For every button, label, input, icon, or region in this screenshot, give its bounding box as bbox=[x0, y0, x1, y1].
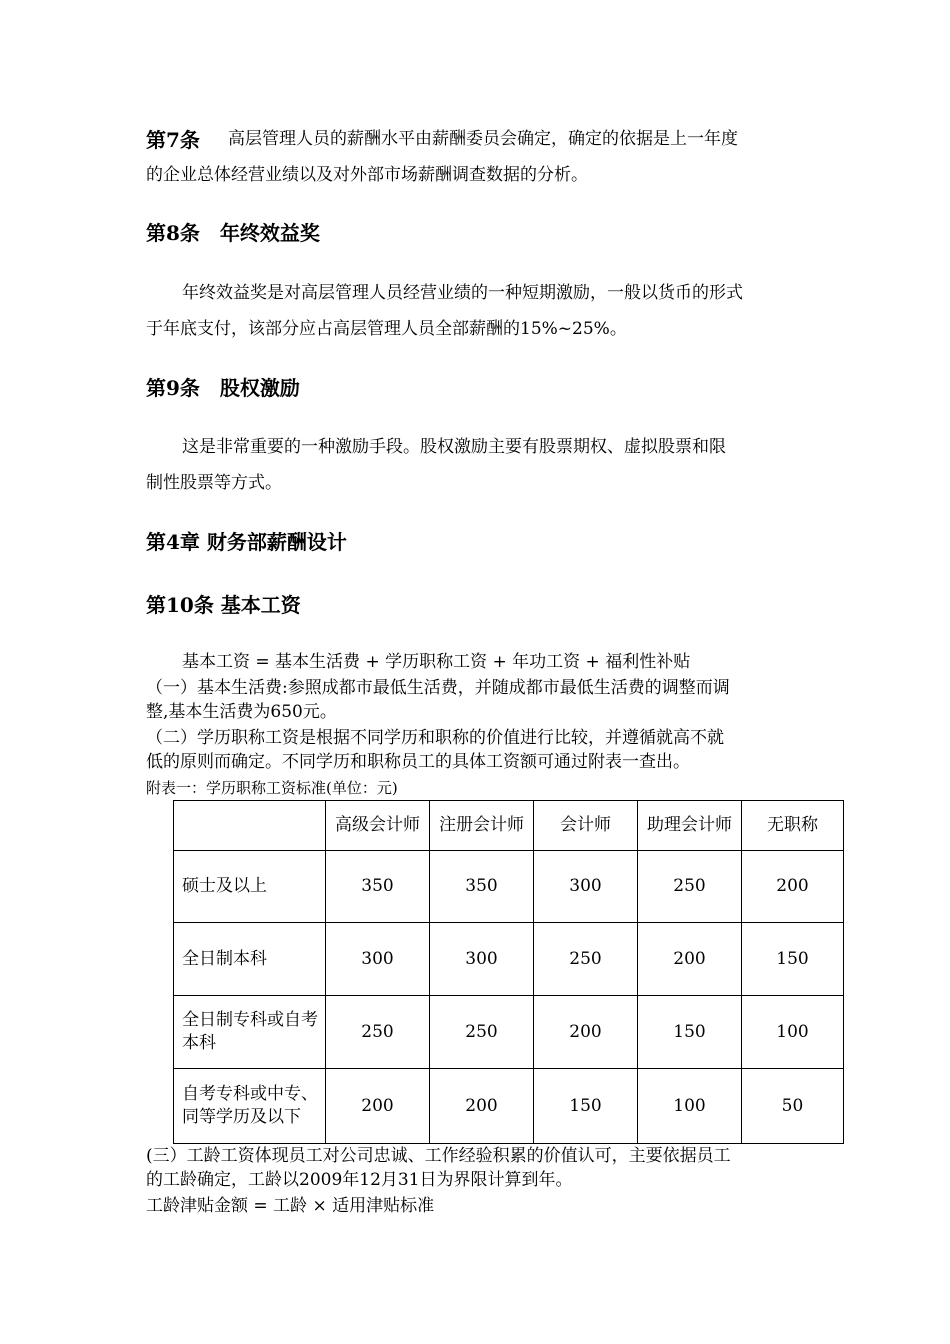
table-cell: 50 bbox=[742, 1069, 844, 1144]
item-3-line-1: (三）工龄工资体现员工对公司忠诚、工作经验积累的价值认可，主要依据员工 bbox=[146, 1146, 731, 1166]
row-header: 全日制本科 bbox=[174, 923, 326, 996]
article-8-line-2: 于年底支付，该部分应占高层管理人员全部薪酬的15%~25%。 bbox=[146, 319, 627, 339]
article-9-line-2: 制性股票等方式。 bbox=[146, 473, 282, 493]
article-7-line-1: 高层管理人员的薪酬水平由薪酬委员会确定，确定的依据是上一年度 bbox=[228, 129, 738, 149]
column-header: 注册会计师 bbox=[430, 801, 534, 851]
table-cell: 300 bbox=[430, 923, 534, 996]
chapter-4-heading: 第4章 财务部薪酬设计 bbox=[146, 530, 347, 554]
table-cell: 200 bbox=[430, 1069, 534, 1144]
salary-standard-table bbox=[173, 800, 844, 1144]
table-row bbox=[174, 851, 844, 923]
table-cell: 250 bbox=[638, 851, 742, 923]
column-header: 助理会计师 bbox=[638, 801, 742, 851]
item-1-line-2: 整,基本生活费为650元。 bbox=[146, 702, 337, 722]
table-cell: 200 bbox=[742, 851, 844, 923]
table-cell: 200 bbox=[534, 996, 638, 1069]
item-2-line-1: （二）学历职称工资是根据不同学历和职称的价值进行比较，并遵循就高不就 bbox=[146, 728, 724, 748]
column-header: 高级会计师 bbox=[326, 801, 430, 851]
article-9-line-1: 这是非常重要的一种激励手段。股权激励主要有股票期权、虚拟股票和限 bbox=[182, 437, 726, 457]
row-header: 全日制专科或自考本科 bbox=[174, 996, 326, 1069]
table-cell: 250 bbox=[534, 923, 638, 996]
column-header: 会计师 bbox=[534, 801, 638, 851]
table-cell: 100 bbox=[742, 996, 844, 1069]
table-row bbox=[174, 996, 844, 1069]
table-row bbox=[174, 1069, 844, 1144]
column-header: 无职称 bbox=[742, 801, 844, 851]
table-cell: 150 bbox=[742, 923, 844, 996]
header-corner-cell bbox=[174, 801, 326, 851]
table-row bbox=[174, 923, 844, 996]
table-cell: 150 bbox=[638, 996, 742, 1069]
table-cell: 200 bbox=[638, 923, 742, 996]
article-7-line-2: 的企业总体经营业绩以及对外部市场薪酬调查数据的分析。 bbox=[146, 165, 588, 185]
item-2-line-2: 低的原则而确定。不同学历和职称员工的具体工资额可通过附表一查出。 bbox=[146, 752, 690, 772]
table-cell: 250 bbox=[326, 996, 430, 1069]
row-header: 硕士及以上 bbox=[174, 851, 326, 923]
table-cell: 300 bbox=[534, 851, 638, 923]
article-10-heading: 第10条 基本工资 bbox=[146, 593, 301, 617]
basic-salary-formula: 基本工资 = 基本生活费 + 学历职称工资 + 年功工资 + 福利性补贴 bbox=[182, 652, 691, 672]
table-cell: 300 bbox=[326, 923, 430, 996]
table-cell: 250 bbox=[430, 996, 534, 1069]
table-cell: 350 bbox=[326, 851, 430, 923]
article-9-heading: 第9条 股权激励 bbox=[146, 376, 300, 400]
seniority-allowance-formula: 工龄津贴金额 = 工龄 × 适用津贴标准 bbox=[146, 1196, 435, 1216]
row-header: 自考专科或中专、同等学历及以下 bbox=[174, 1069, 326, 1144]
table-cell: 200 bbox=[326, 1069, 430, 1144]
article-8-heading: 第8条 年终效益奖 bbox=[146, 221, 320, 245]
table-header-row bbox=[174, 801, 844, 851]
item-1-line-1: （一）基本生活费:参照成都市最低生活费，并随成都市最低生活费的调整而调 bbox=[146, 678, 730, 698]
item-3-line-2: 的工龄确定，工龄以2009年12月31日为界限计算到年。 bbox=[146, 1170, 573, 1190]
table-cell: 350 bbox=[430, 851, 534, 923]
article-7-heading: 第7条 bbox=[146, 128, 200, 152]
table-cell: 150 bbox=[534, 1069, 638, 1144]
table-cell: 100 bbox=[638, 1069, 742, 1144]
table-caption: 附表一：学历职称工资标准(单位：元) bbox=[146, 779, 398, 797]
article-8-line-1: 年终效益奖是对高层管理人员经营业绩的一种短期激励，一般以货币的形式 bbox=[182, 283, 743, 303]
